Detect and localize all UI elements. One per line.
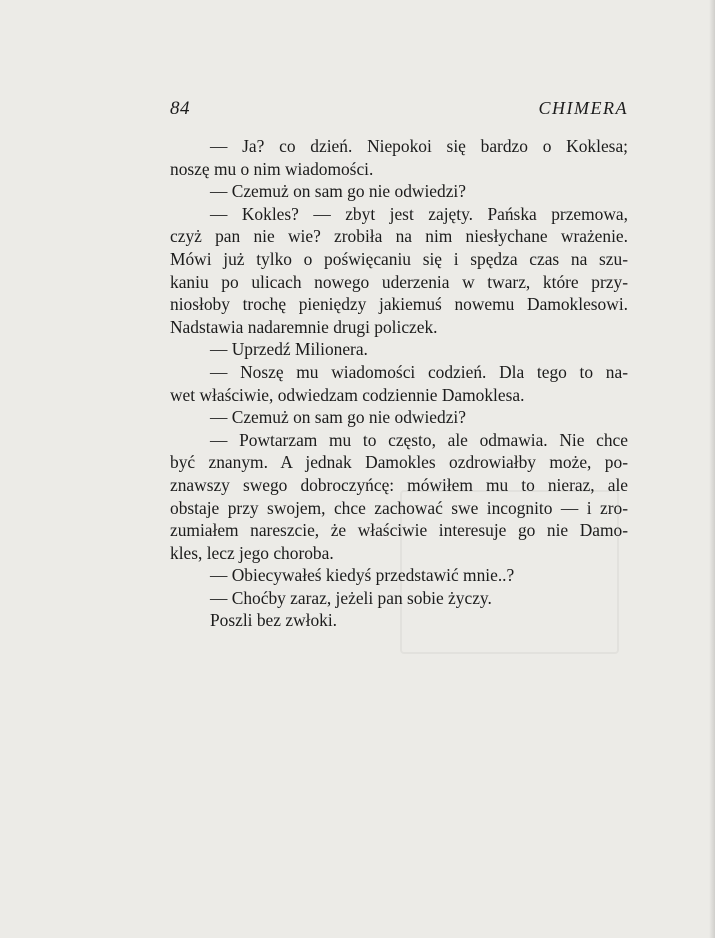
text-line: Nadstawia nadaremnie drugi policzek. <box>170 316 438 337</box>
text-line: — Uprzedź Milionera. <box>210 339 368 360</box>
page-header <box>170 98 628 122</box>
text-line: Poszli bez zwłoki. <box>210 610 338 631</box>
text-line: znawszy swego dobroczyńcę: mówiłem mu to nieraz, ale <box>170 474 628 495</box>
page-edge-shadow <box>709 0 715 938</box>
text-line: czyż pan nie wie? zrobiła na nim niesłychane wrażenie. <box>170 226 628 247</box>
body-text <box>170 135 628 632</box>
text-line: — Ja? co dzień. Niepokoi się bardzo o Koklesa; <box>210 136 628 156</box>
text-line: — Choćby zaraz, jeżeli pan sobie życzy. <box>210 587 492 608</box>
text-line: być znanym. A jednak Damokles ozdrowiałby może, po- <box>170 452 628 473</box>
text-line: wet właściwie, odwiedzam codziennie Damoklesa. <box>170 384 525 405</box>
text-line: — Czemuż on sam go nie odwiedzi? <box>210 407 466 428</box>
text-line: zumiałem nareszcie, że właściwie interesuje go nie Damo- <box>170 520 628 541</box>
text-line: kaniu po ulicach nowego uderzenia w twarz, które przy- <box>170 271 628 292</box>
text-line: noszę mu o nim wiadomości. <box>170 158 374 179</box>
text-line: Mówi już tylko o poświęcaniu się i spędza czas na szu- <box>170 248 628 269</box>
text-line: — Czemuż on sam go nie odwiedzi? <box>210 181 466 202</box>
running-title: CHIMERA <box>538 98 628 118</box>
page-number: 84 <box>170 98 190 119</box>
text-line: obstaje przy swojem, chce zachować swe incognito — i zro- <box>170 497 628 518</box>
text-line: kles, lecz jego choroba. <box>170 542 334 563</box>
text-line: — Kokles? — zbyt jest zajęty. Pańska przemowa, <box>210 203 628 224</box>
text-line: — Obiecywałeś kiedyś przedstawić mnie..? <box>210 565 515 586</box>
text-line: — Noszę mu wiadomości codzień. Dla tego to na- <box>210 361 628 382</box>
text-line: — Powtarzam mu to często, ale odmawia. Nie chce <box>210 429 628 450</box>
text-line: niosłoby trochę pieniędzy jakiemuś nowemu Damoklesowi. <box>170 294 628 315</box>
